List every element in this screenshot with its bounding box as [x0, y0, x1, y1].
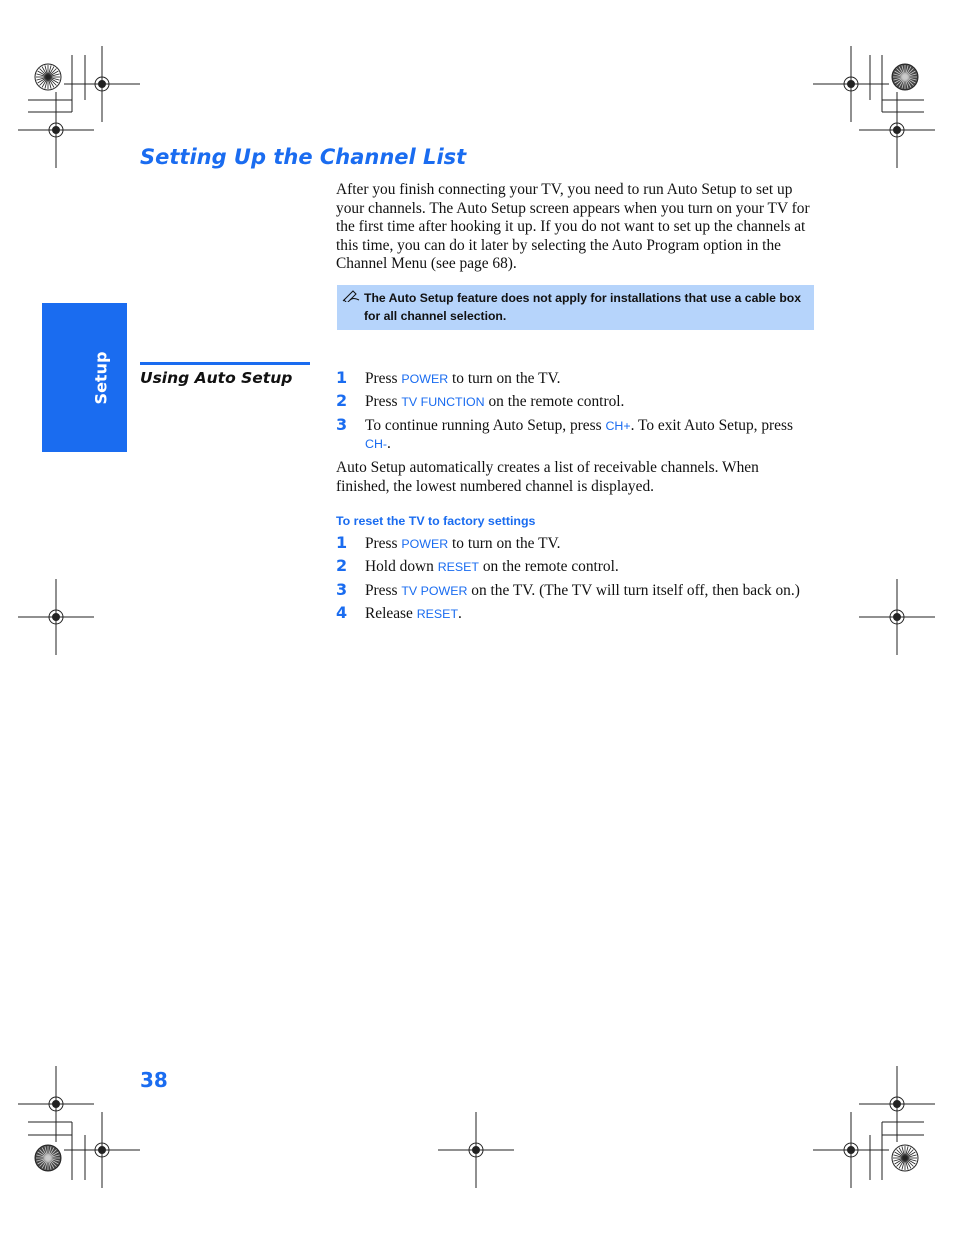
side-tab-label: Setup — [91, 351, 111, 405]
button-name: CH+ — [605, 418, 631, 433]
step-number: 3 — [336, 579, 348, 599]
step-number: 2 — [336, 556, 348, 576]
crosshair-mark — [813, 46, 889, 122]
crosshair-mark — [18, 579, 94, 655]
step-number: 2 — [336, 391, 348, 411]
button-name: RESET — [437, 560, 479, 575]
step-text: Press — [365, 370, 402, 387]
step-text: Press — [365, 581, 402, 599]
note-text: The Auto Setup feature does not apply for installations that use a cable box for all channel selection. — [364, 291, 802, 323]
crosshair-mark — [859, 92, 935, 168]
step-text: Press — [365, 393, 402, 411]
crosshair-mark — [813, 1112, 889, 1188]
crosshair-mark — [18, 1066, 94, 1142]
crosshair-mark — [64, 46, 140, 122]
step-item — [336, 393, 814, 411]
step-text: on the remote control. — [484, 393, 625, 411]
step-item — [336, 558, 814, 576]
reset-steps — [336, 535, 814, 629]
section-side-tab — [42, 303, 127, 452]
note-box — [337, 285, 814, 330]
step-number: 1 — [336, 368, 348, 387]
step-text: . To exit Auto Setup, press — [630, 416, 793, 434]
step-text: Hold down — [365, 558, 438, 576]
crosshair-mark — [438, 1112, 514, 1188]
step-text: on the TV. (The TV will turn itself off, then back on.) — [467, 581, 800, 599]
crosshair-mark — [64, 1112, 140, 1188]
step-text: on the remote control. — [479, 558, 619, 576]
reset-heading: To reset the TV to factory settings — [336, 514, 536, 528]
crosshair-mark — [859, 1066, 935, 1142]
pencil-note-icon — [342, 288, 360, 302]
step-text: Press — [365, 535, 402, 552]
crosshair-mark — [859, 579, 935, 655]
step-text: To continue running Auto Setup, press — [365, 416, 606, 434]
starburst-mark — [892, 1145, 918, 1171]
step-item — [336, 605, 814, 623]
auto-setup-result: Auto Setup automatically creates a list of receivable channels. When finished, the lowest numbered channel is displayed. — [336, 459, 759, 495]
auto-setup-steps — [336, 370, 814, 459]
step-text: to turn on the TV. — [448, 370, 561, 387]
button-name: POWER — [401, 372, 449, 386]
step-number: 1 — [336, 533, 348, 552]
step-text: Release — [365, 605, 417, 623]
step-number: 3 — [336, 414, 348, 434]
step-text: . — [458, 605, 462, 623]
intro-paragraph: After you finish connecting your TV, you need to run Auto Setup to set up your channels. The Auto Setup screen appears when you turn on your TV for the first time after hooking it up. If you do not want to set up the channels at this time, you can do it later by selecting the Auto Program option in the Channel Menu (see page 68). — [336, 181, 810, 273]
section-heading: Using Auto Setup — [140, 369, 293, 387]
page-title: Setting Up the Channel List — [140, 145, 467, 169]
section-rule — [140, 362, 310, 365]
button-name: POWER — [401, 537, 449, 551]
page-number: 38 — [140, 1068, 168, 1092]
button-name: TV POWER — [401, 583, 468, 598]
starburst-mark — [35, 64, 61, 90]
button-name: CH- — [365, 437, 388, 452]
step-item — [336, 370, 814, 388]
button-name: TV FUNCTION — [401, 395, 485, 410]
step-item — [336, 414, 814, 454]
starburst-mark — [35, 1145, 61, 1171]
button-name: RESET — [416, 607, 459, 622]
step-item — [336, 535, 814, 553]
starburst-mark — [892, 64, 918, 90]
step-number: 4 — [336, 603, 348, 623]
step-text: . — [387, 435, 391, 453]
crosshair-mark — [18, 92, 94, 168]
step-item — [336, 579, 814, 600]
step-text: to turn on the TV. — [448, 535, 561, 552]
